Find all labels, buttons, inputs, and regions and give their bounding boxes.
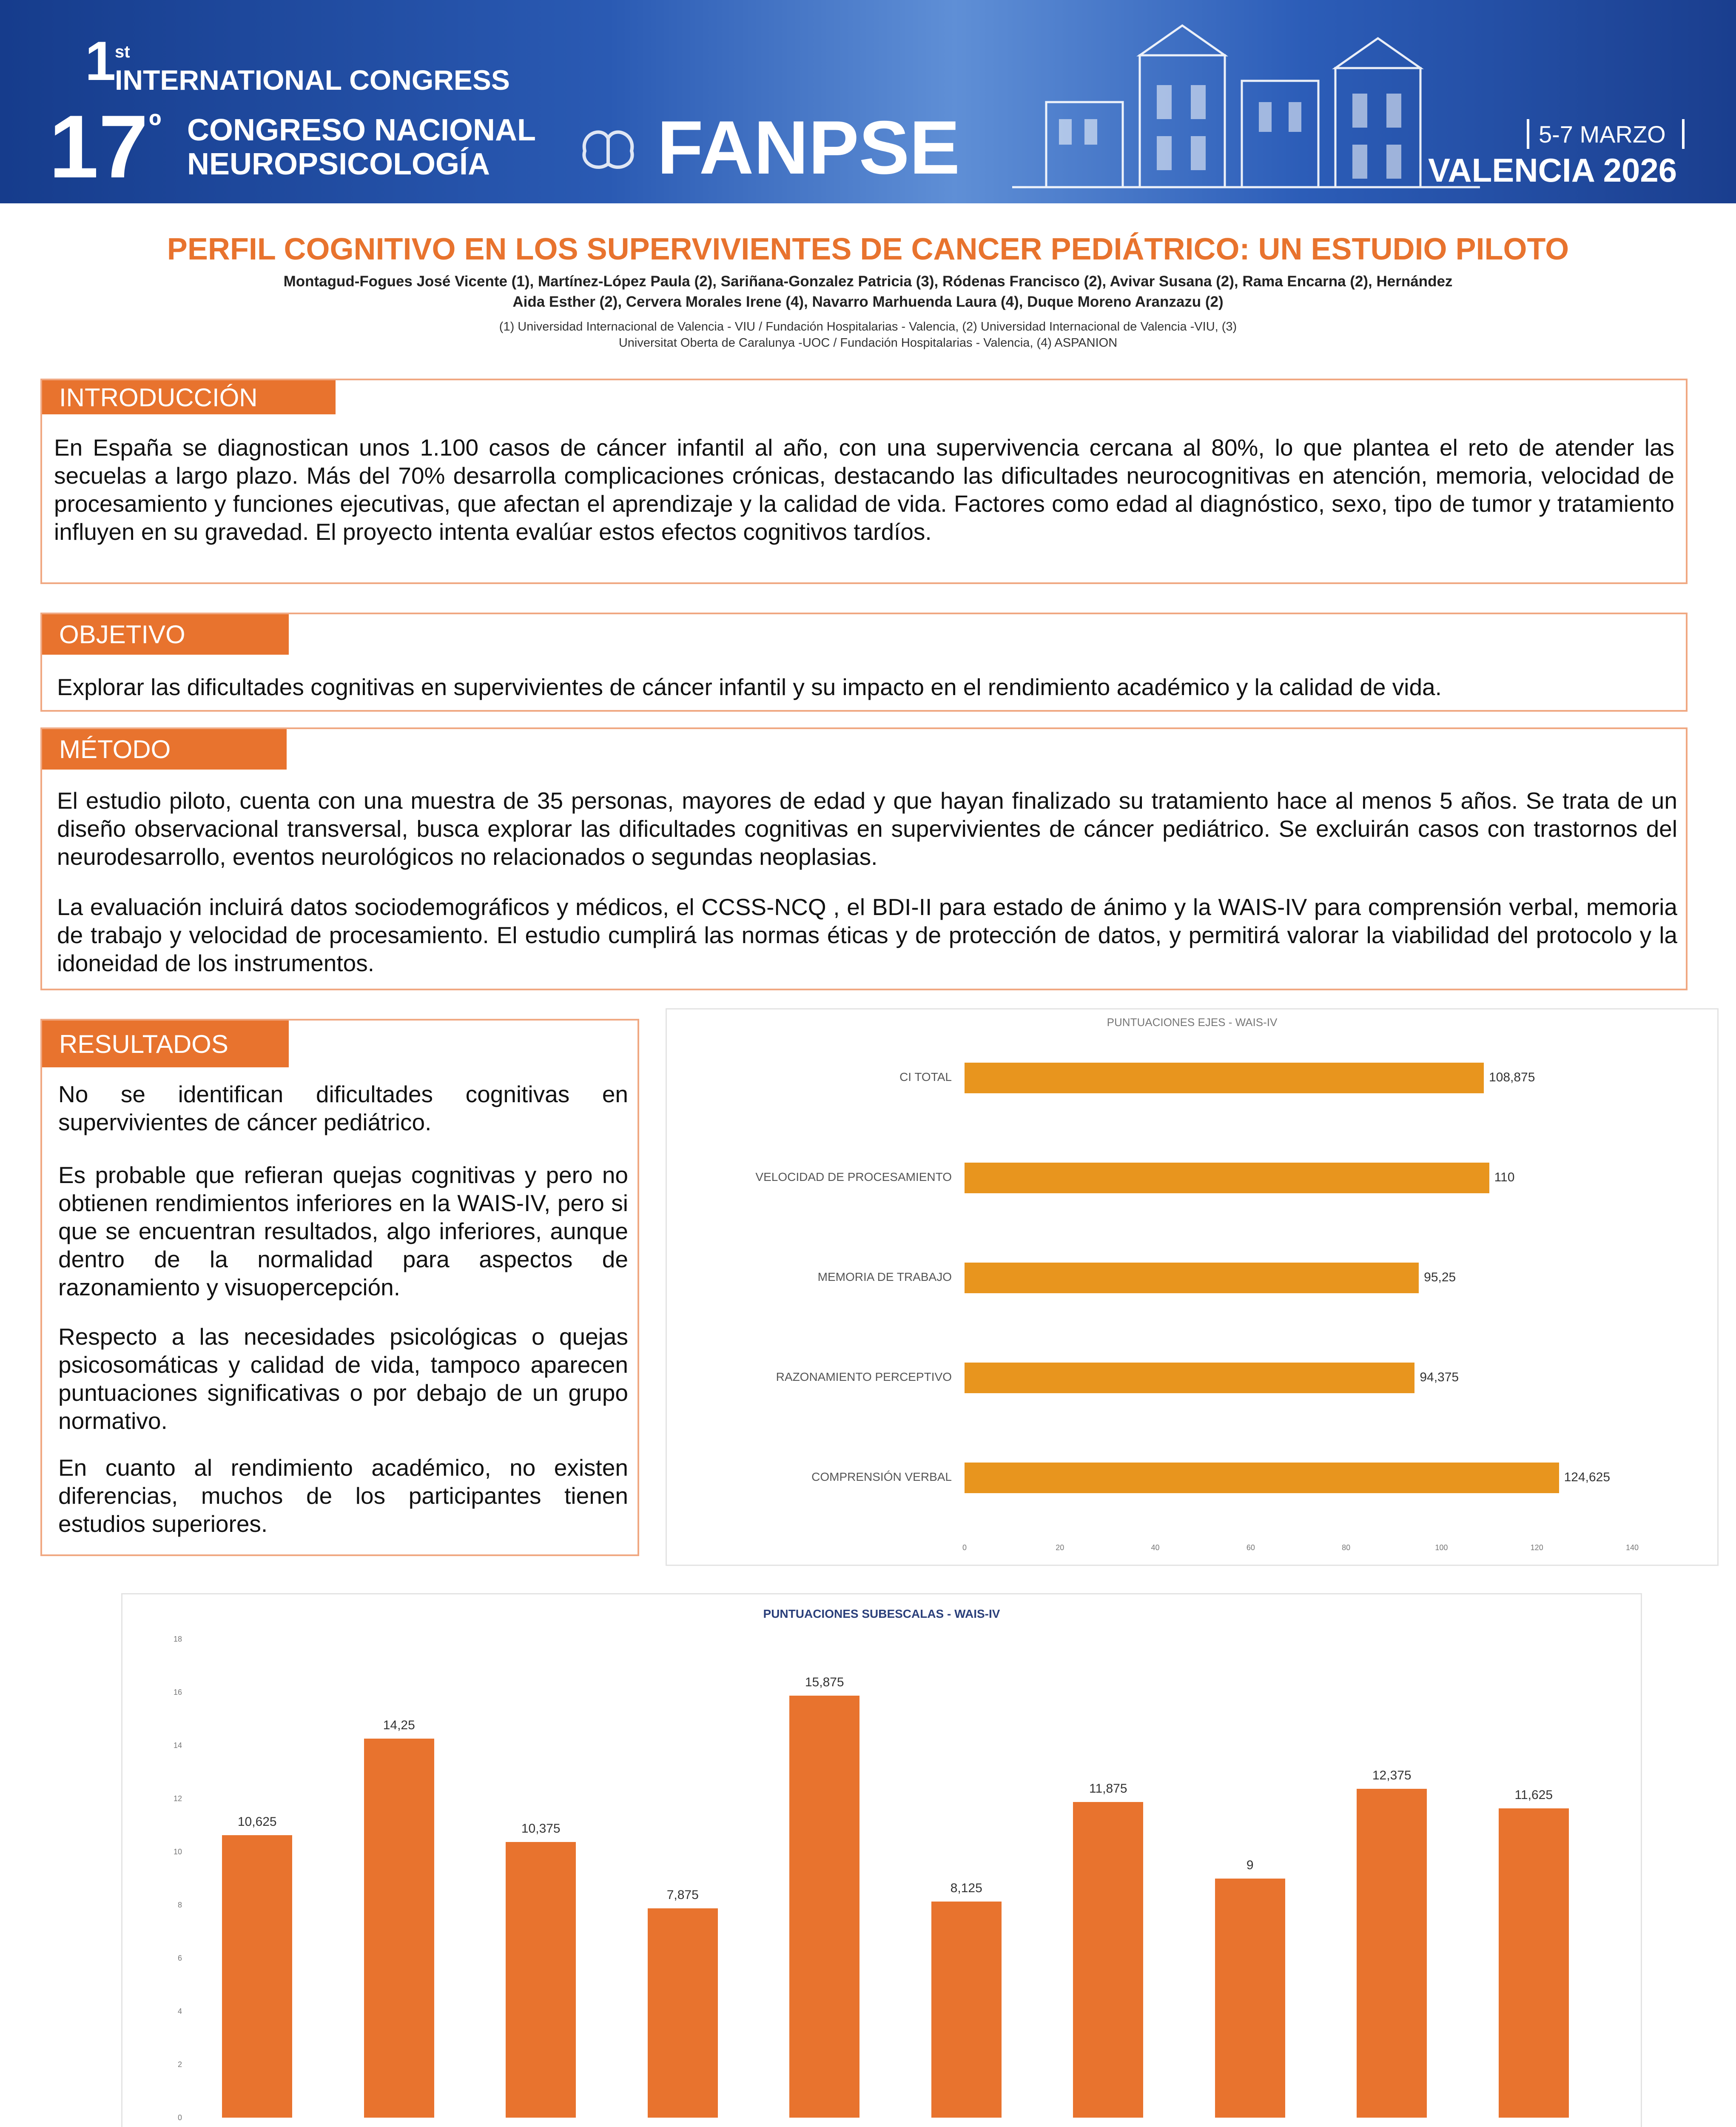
method-paragraph-1: El estudio piloto, cuenta con una muestra de 35 personas, mayores de edad y que hayan finalizado su tratamiento hace al menos 5 años. Se trata de un diseño observacional transversal, busca explorar las dificultades cognitivas en supervivientes de cáncer pediátrico. Se excluirán casos con trastornos del neurodesarrollo, eventos neurológicos no relacionados o segundas neoplasias. [57, 787, 1677, 870]
subscales-tick-label: 10 [173, 1848, 182, 1856]
subscales-bar [931, 1902, 1002, 2118]
subscales-value-label: 9 [1246, 1858, 1254, 1872]
axes-tick-label: 140 [1625, 1543, 1639, 1552]
subscales-bar [364, 1739, 434, 2118]
subscales-value-label: 10,625 [237, 1814, 277, 1829]
method-paragraph-2: La evaluación incluirá datos sociodemográficos y médicos, el CCSS-NCQ , el BDI-II para estado de ánimo y la WAIS-IV para comprensión verbal, memoria de trabajo y velocidad de procesamiento. El estudio cumplirá las normas éticas y de protección de datos, y permitirá valorar la viabilidad del protocolo y la idoneidad de los instrumentos. [57, 894, 1677, 976]
subscales-value-label: 8,125 [950, 1881, 982, 1896]
axes-scores-chart [666, 1008, 1719, 1566]
objective-section [40, 613, 1688, 712]
axes-tick-label: 80 [1342, 1543, 1351, 1552]
axes-bar [965, 1163, 1489, 1193]
results-section [40, 1019, 639, 1556]
axes-bar [965, 1263, 1419, 1293]
axes-value-label: 124,625 [1564, 1470, 1611, 1484]
axes-bar [965, 1363, 1414, 1393]
axes-chart-title: PUNTUACIONES EJES - WAIS-IV [1107, 1016, 1278, 1029]
date-divider-left [1527, 119, 1529, 149]
subscales-value-label: 15,875 [805, 1675, 844, 1689]
introduction-section [40, 379, 1688, 584]
results-paragraph-4: En cuanto al rendimiento académico, no existen diferencias, muchos de los participantes tienen estudios superiores. [58, 1454, 628, 1537]
axes-value-label: 110 [1494, 1170, 1515, 1184]
subscales-bar [506, 1842, 576, 2118]
subscales-tick-label: 14 [173, 1741, 182, 1750]
subscales-value-label: 14,25 [383, 1718, 415, 1733]
axes-value-label: 108,875 [1488, 1070, 1535, 1084]
subscales-bar [222, 1835, 292, 2118]
method-heading: MÉTODO [42, 729, 287, 770]
subscales-value-label: 11,625 [1514, 1788, 1553, 1802]
subscales-tick-label: 18 [173, 1635, 182, 1643]
results-paragraph-2: Es probable que refieran quejas cognitivas y pero no obtienen rendimientos inferiores en la WAIS-IV, pero si que se encuentran resultados, algo inferiores, aunque dentro de la normalidad para aspectos de razonamiento y visuopercepción. [58, 1162, 628, 1300]
method-section [40, 727, 1688, 990]
international-congress: INTERNATIONAL CONGRESS [115, 64, 510, 96]
axes-value-label: 94,375 [1420, 1370, 1459, 1384]
subscales-value-label: 11,875 [1089, 1781, 1127, 1796]
subscales-bar [1215, 1879, 1285, 2118]
subscales-scores-chart [121, 1593, 1642, 2127]
subscales-bar [1073, 1802, 1143, 2118]
subscales-tick-label: 12 [173, 1794, 182, 1803]
subscales-tick-label: 0 [177, 2113, 182, 2122]
congress-title-line2: NEUROPSICOLOGÍA [187, 147, 490, 181]
affiliations-line-1: (1) Universidad Internacional de Valencia - VIU / Fundación Hospitalarias - Valencia, (2) Universidad Internacional de Valencia -VIU, (3) [499, 320, 1237, 334]
axes-tick-label: 40 [1151, 1543, 1160, 1552]
subscales-bar [789, 1696, 859, 2118]
objective-text: Explorar las dificultades cognitivas en supervivientes de cáncer infantil y su impacto en el rendimiento académico y la calidad de vida. [57, 674, 1442, 700]
axes-tick-label: 60 [1246, 1543, 1255, 1552]
axes-chart-plot [667, 1009, 1717, 1565]
congress-title-line1: CONGRESO NACIONAL [187, 113, 536, 147]
axes-tick-label: 100 [1435, 1543, 1448, 1552]
subscales-tick-label: 16 [173, 1688, 182, 1696]
axes-category-label: RAZONAMIENTO PERCEPTIVO [776, 1370, 952, 1383]
axes-tick-label: 0 [962, 1543, 967, 1552]
authors-line-1: Montagud-Fogues José Vicente (1), Martínez-López Paula (2), Sariñana-Gonzalez Patricia (3), Ródenas Francisco (2), Avivar Susana (2), Rama Encarna (2), Hernández [283, 273, 1453, 290]
results-paragraph-3: Respecto a las necesidades psicológicas o quejas psicosomáticas y calidad de vida, tampoco aparecen puntuaciones significativas o por debajo de un grupo normativo. [58, 1323, 628, 1434]
congress-number-suffix: st [115, 43, 130, 61]
event-city: VALENCIA 2026 [1428, 151, 1677, 189]
subscales-chart-title: PUNTUACIONES SUBESCALAS - WAIS-IV [763, 1607, 1000, 1620]
congress-number: 1 [85, 30, 116, 92]
axes-bar [965, 1063, 1484, 1093]
subscales-tick-label: 4 [177, 2007, 182, 2016]
subscales-bar [1499, 1808, 1569, 2118]
affiliations-line-2: Universitat Oberta de Caralunya -UOC / Fundación Hospitalarias - Valencia, (4) ASPANION [618, 336, 1118, 350]
brand-name: FANPSE [657, 105, 960, 190]
subscales-tick-label: 8 [177, 1901, 182, 1909]
axes-tick-label: 120 [1530, 1543, 1543, 1552]
conference-banner [0, 0, 1736, 203]
subscales-value-label: 7,875 [666, 1887, 699, 1902]
subscales-chart-plot [122, 1594, 1641, 2127]
brain-icon [576, 121, 640, 177]
edition-suffix: º [149, 107, 162, 145]
edition-number: 17 [49, 97, 148, 197]
axes-category-label: CI TOTAL [899, 1070, 952, 1083]
results-paragraph-1: No se identifican dificultades cognitivas en supervivientes de cáncer pediátrico. [58, 1081, 628, 1135]
poster-title: PERFIL COGNITIVO EN LOS SUPERVIVIENTES DE CANCER PEDIÁTRICO: UN ESTUDIO PILOTO [167, 232, 1569, 266]
authors-line-2: Aida Esther (2), Cervera Morales Irene (4), Navarro Marhuenda Laura (4), Duque Moreno Aranzazu (2) [512, 294, 1224, 310]
subscales-bar [648, 1908, 718, 2118]
subscales-tick-label: 2 [177, 2060, 182, 2069]
results-heading: RESULTADOS [42, 1021, 289, 1067]
introduction-heading: INTRODUCCIÓN [42, 380, 336, 414]
axes-category-label: VELOCIDAD DE PROCESAMIENTO [755, 1170, 952, 1183]
subscales-value-label: 12,375 [1372, 1768, 1412, 1782]
axes-bar [965, 1463, 1559, 1493]
axes-value-label: 95,25 [1424, 1270, 1456, 1284]
axes-category-label: COMPRENSIÓN VERBAL [811, 1470, 952, 1483]
axes-category-label: MEMORIA DE TRABAJO [817, 1270, 952, 1283]
subscales-tick-label: 6 [177, 1954, 182, 1962]
axes-tick-label: 20 [1056, 1543, 1064, 1552]
subscales-bar [1357, 1789, 1427, 2118]
date-divider-right [1682, 119, 1685, 149]
introduction-text: En España se diagnostican unos 1.100 casos de cáncer infantil al año, con una supervivencia cercana al 80%, lo que plantea el reto de atender las secuelas a largo plazo. Más del 70% desarrolla complicaciones crónicas, destacando las dificultades neurocognitivas en atención, memoria, velocidad de procesamiento y funciones ejecutivas, que afectan el aprendizaje y la calidad de vida. Factores como edad al diagnóstico, sexo, tipo de tumor y tratamiento influyen en su gravedad. El proyecto intenta evalúar estos efectos cognitivos tardíos. [54, 434, 1674, 545]
objective-heading: OBJETIVO [42, 614, 289, 655]
event-dates: 5-7 MARZO [1539, 121, 1666, 148]
subscales-value-label: 10,375 [521, 1821, 561, 1836]
